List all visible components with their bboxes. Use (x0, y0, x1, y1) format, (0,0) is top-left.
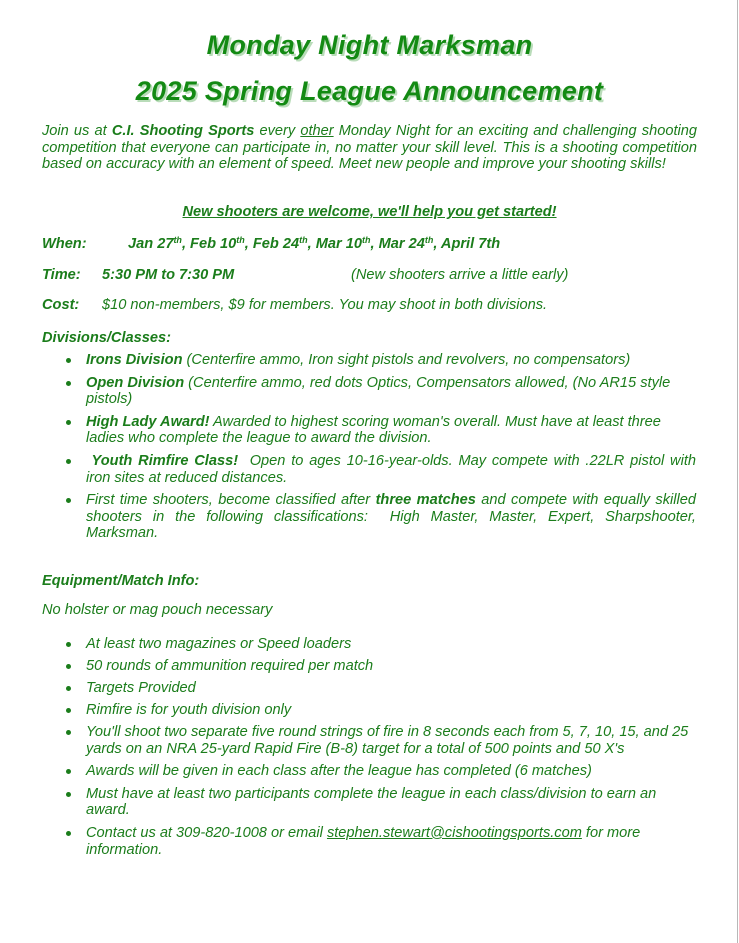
bullet-icon (66, 792, 71, 797)
item-text: and compete with equally skilled shooters in the following classifications: High Master, Master, Expert, Sharpshooter, Marksman. (86, 492, 701, 542)
contact-suffix: for more information. (86, 824, 641, 858)
list-item (64, 724, 696, 757)
list-item (64, 680, 696, 697)
list-item (64, 452, 701, 486)
item-title: High Lady Award! (86, 413, 210, 430)
item-title: Irons Division (86, 352, 183, 368)
date-5-suffix: th (424, 235, 434, 245)
welcome-banner: New shooters are welcome, we'll help you get started! (182, 204, 557, 220)
when-dates: Jan 27th, Feb 10th, Feb 24th, Mar 10th, Mar 24th, April 7th (128, 235, 501, 252)
date-2-suffix: th (236, 235, 245, 245)
title-line-1: Monday Night Marksman (206, 30, 533, 60)
bullet-icon (66, 686, 71, 691)
intro-rest: Monday Night for an exciting and challenging shooting competition that everyone can participate in, no matter your skill level. This is a shooting competition based on accuracy with an element of speed. Meet new people and improve your shooting skills! (42, 123, 697, 173)
cost-label: Cost: (42, 297, 80, 313)
contact-item (64, 825, 696, 858)
time-row (42, 267, 568, 283)
bullet-icon (66, 459, 71, 464)
when-row (42, 235, 500, 252)
date-5: Mar 24 (378, 236, 425, 252)
item-text: Open to ages 10-16-year-olds. May compete with .22LR pistol with iron sites at reduced distances. (86, 452, 701, 486)
cost-value: $10 non-members, $9 for members. You may shoot in both divisions. (102, 297, 548, 313)
bullet-icon (66, 708, 71, 713)
list-item (64, 786, 696, 819)
bullet-icon (66, 358, 71, 363)
list-item (64, 636, 696, 653)
list-item (64, 352, 696, 369)
bullet-icon (66, 769, 71, 774)
date-1-suffix: th (173, 235, 182, 245)
equipment-heading: Equipment/Match Info: (42, 573, 200, 589)
time-label: Time: (42, 267, 81, 283)
item-text: 50 rounds of ammunition required per match (86, 657, 374, 674)
date-3-suffix: th (299, 235, 308, 245)
item-bold: three matches (375, 492, 476, 509)
item-text: Targets Provided (86, 679, 196, 696)
item-title: Youth Rimfire Class! (86, 452, 239, 469)
intro-mid: every (254, 123, 301, 139)
bullet-icon (66, 498, 71, 503)
date-6: April 7th (440, 236, 501, 252)
date-4: Mar 10 (315, 236, 362, 252)
time-note: (New shooters arrive a little early) (351, 267, 569, 283)
divisions-list (64, 352, 701, 548)
divisions-heading: Divisions/Classes: (42, 330, 171, 346)
list-item (64, 702, 696, 719)
bullet-icon (66, 642, 71, 647)
date-3: Feb 24 (252, 236, 300, 252)
contact-prefix: Contact us at 309-820-1008 or email (86, 824, 327, 841)
bullet-icon (66, 664, 71, 669)
cost-row (42, 297, 547, 313)
item-text: You'll shoot two separate five round strings of fire in 8 seconds each from 5, 7, 10, 15, and 25 yards on an NRA 25-yard Rapid Fire (B-8) target for a total of 500 points and 50 X's (86, 723, 689, 757)
when-label: When: (42, 236, 87, 252)
list-item (64, 375, 696, 408)
bullet-icon (66, 420, 71, 425)
equipment-list (64, 636, 696, 864)
bullet-icon (66, 381, 71, 386)
venue-name: C.I. Shooting Sports (111, 123, 255, 139)
item-text: Awards will be given in each class after the league has completed (6 matches) (86, 763, 592, 780)
list-item (64, 492, 701, 542)
item-title: Open Division (86, 374, 185, 391)
equipment-subtext: No holster or mag pouch necessary (42, 602, 273, 618)
list-item (64, 763, 696, 780)
time-value: 5:30 PM to 7:30 PM (102, 267, 235, 283)
date-4-suffix: th (361, 235, 371, 245)
title-line-2: 2025 Spring League Announcement (135, 76, 604, 106)
email-link[interactable]: stephen.stewart@cishootingsports.com (326, 824, 582, 841)
intro-paragraph (42, 123, 697, 173)
intro-emphasis: other (300, 123, 334, 139)
bullet-icon (66, 831, 71, 836)
item-text: At least two magazines or Speed loaders (86, 636, 352, 652)
page-edge-line (737, 0, 738, 943)
list-item (64, 658, 696, 675)
list-item (64, 414, 696, 447)
date-2: Feb 10 (190, 236, 237, 252)
item-text: (Centerfire ammo, Iron sight pistols and revolvers, no compensators) (182, 352, 631, 368)
item-text: Must have at least two participants complete the league in each class/division to earn an award. (86, 785, 657, 819)
intro-prefix: Join us at (42, 123, 112, 139)
item-text: Rimfire is for youth division only (86, 701, 292, 718)
item-text: (Centerfire ammo, red dots Optics, Compensators allowed, (No AR15 style pistols) (86, 374, 671, 408)
item-text: Awarded to highest scoring woman's overall. Must have at least three ladies who complete the league to award the division. (86, 413, 661, 447)
bullet-icon (66, 730, 71, 735)
date-1: Jan 27 (128, 236, 174, 252)
item-text-pre: First time shooters, become classified after (86, 492, 376, 509)
